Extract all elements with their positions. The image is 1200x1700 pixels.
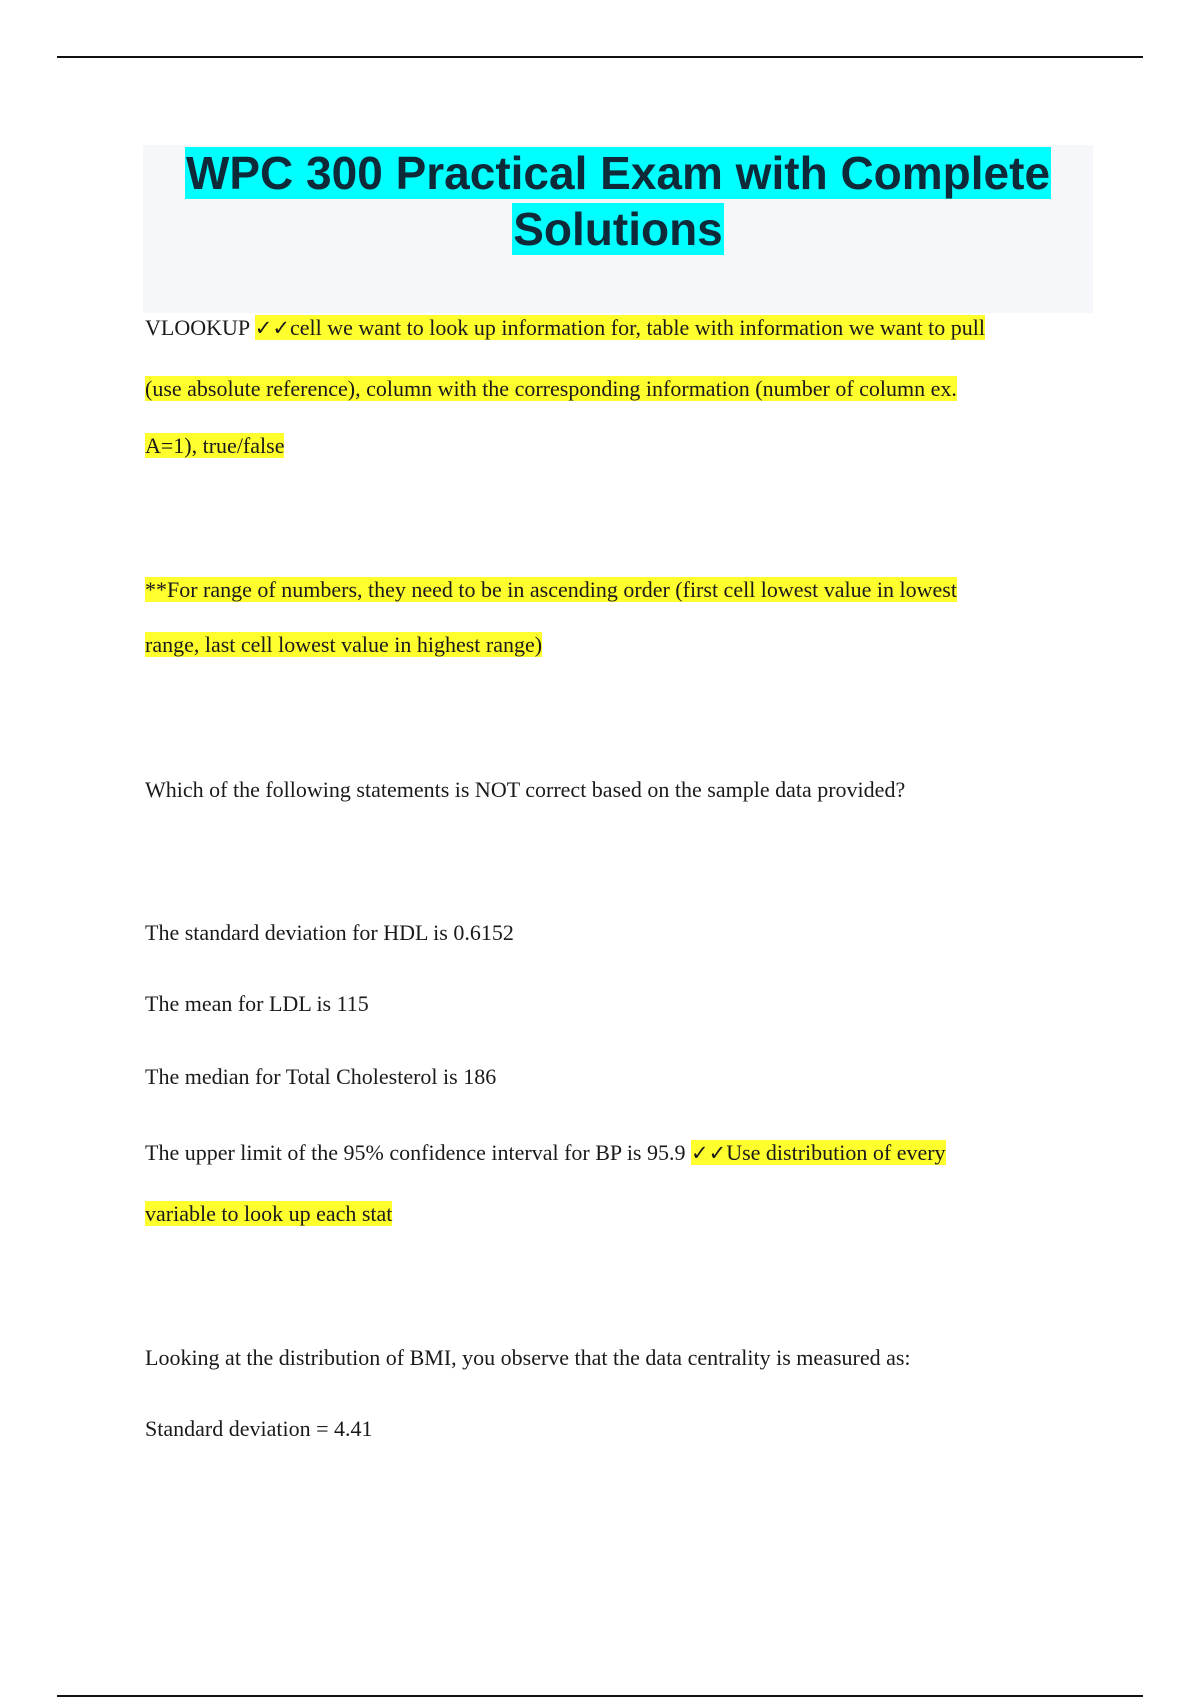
question-1-answer-2: variable to look up each stat — [145, 1201, 393, 1226]
question-1-text: Which of the following statements is NOT correct based on the sample data provided? — [145, 777, 906, 802]
vlookup-line-2: (use absolute reference), column with the corresponding information (number of column ex. — [145, 376, 957, 401]
question-1-answer-1: ✓✓Use distribution of every — [691, 1140, 946, 1165]
question-1-option-3: The median for Total Cholesterol is 186 — [145, 1064, 497, 1089]
note-line-2: range, last cell lowest value in highest range) — [145, 632, 543, 657]
vlookup-answer-1: ✓✓cell we want to look up information for, table with information we want to pull — [254, 315, 986, 340]
page-title-line-2: Solutions — [513, 203, 723, 255]
vlookup-line-1 — [145, 314, 1085, 342]
note-line-1: **For range of numbers, they need to be in ascending order (first cell lowest value in lowest — [145, 577, 957, 602]
page-title-line-1: WPC 300 Practical Exam with Complete — [185, 147, 1051, 199]
question-1-option-2: The mean for LDL is 115 — [145, 991, 369, 1016]
title-block — [143, 145, 1093, 313]
top-rule — [57, 56, 1143, 58]
bottom-rule — [57, 1695, 1143, 1697]
question-2-text: Looking at the distribution of BMI, you observe that the data centrality is measured as: — [145, 1345, 911, 1370]
check-mark-icon: ✓✓ — [691, 1141, 727, 1165]
vlookup-line-3: A=1), true/false — [145, 433, 285, 458]
check-mark-icon: ✓✓ — [254, 316, 290, 340]
vlookup-term: VLOOKUP — [145, 315, 255, 340]
question-1-option-4: The upper limit of the 95% confidence interval for BP is 95.9 ✓✓Use distribution of every — [145, 1140, 946, 1165]
question-1-option-1: The standard deviation for HDL is 0.6152 — [145, 920, 514, 945]
question-2-option-1: Standard deviation = 4.41 — [145, 1416, 373, 1441]
